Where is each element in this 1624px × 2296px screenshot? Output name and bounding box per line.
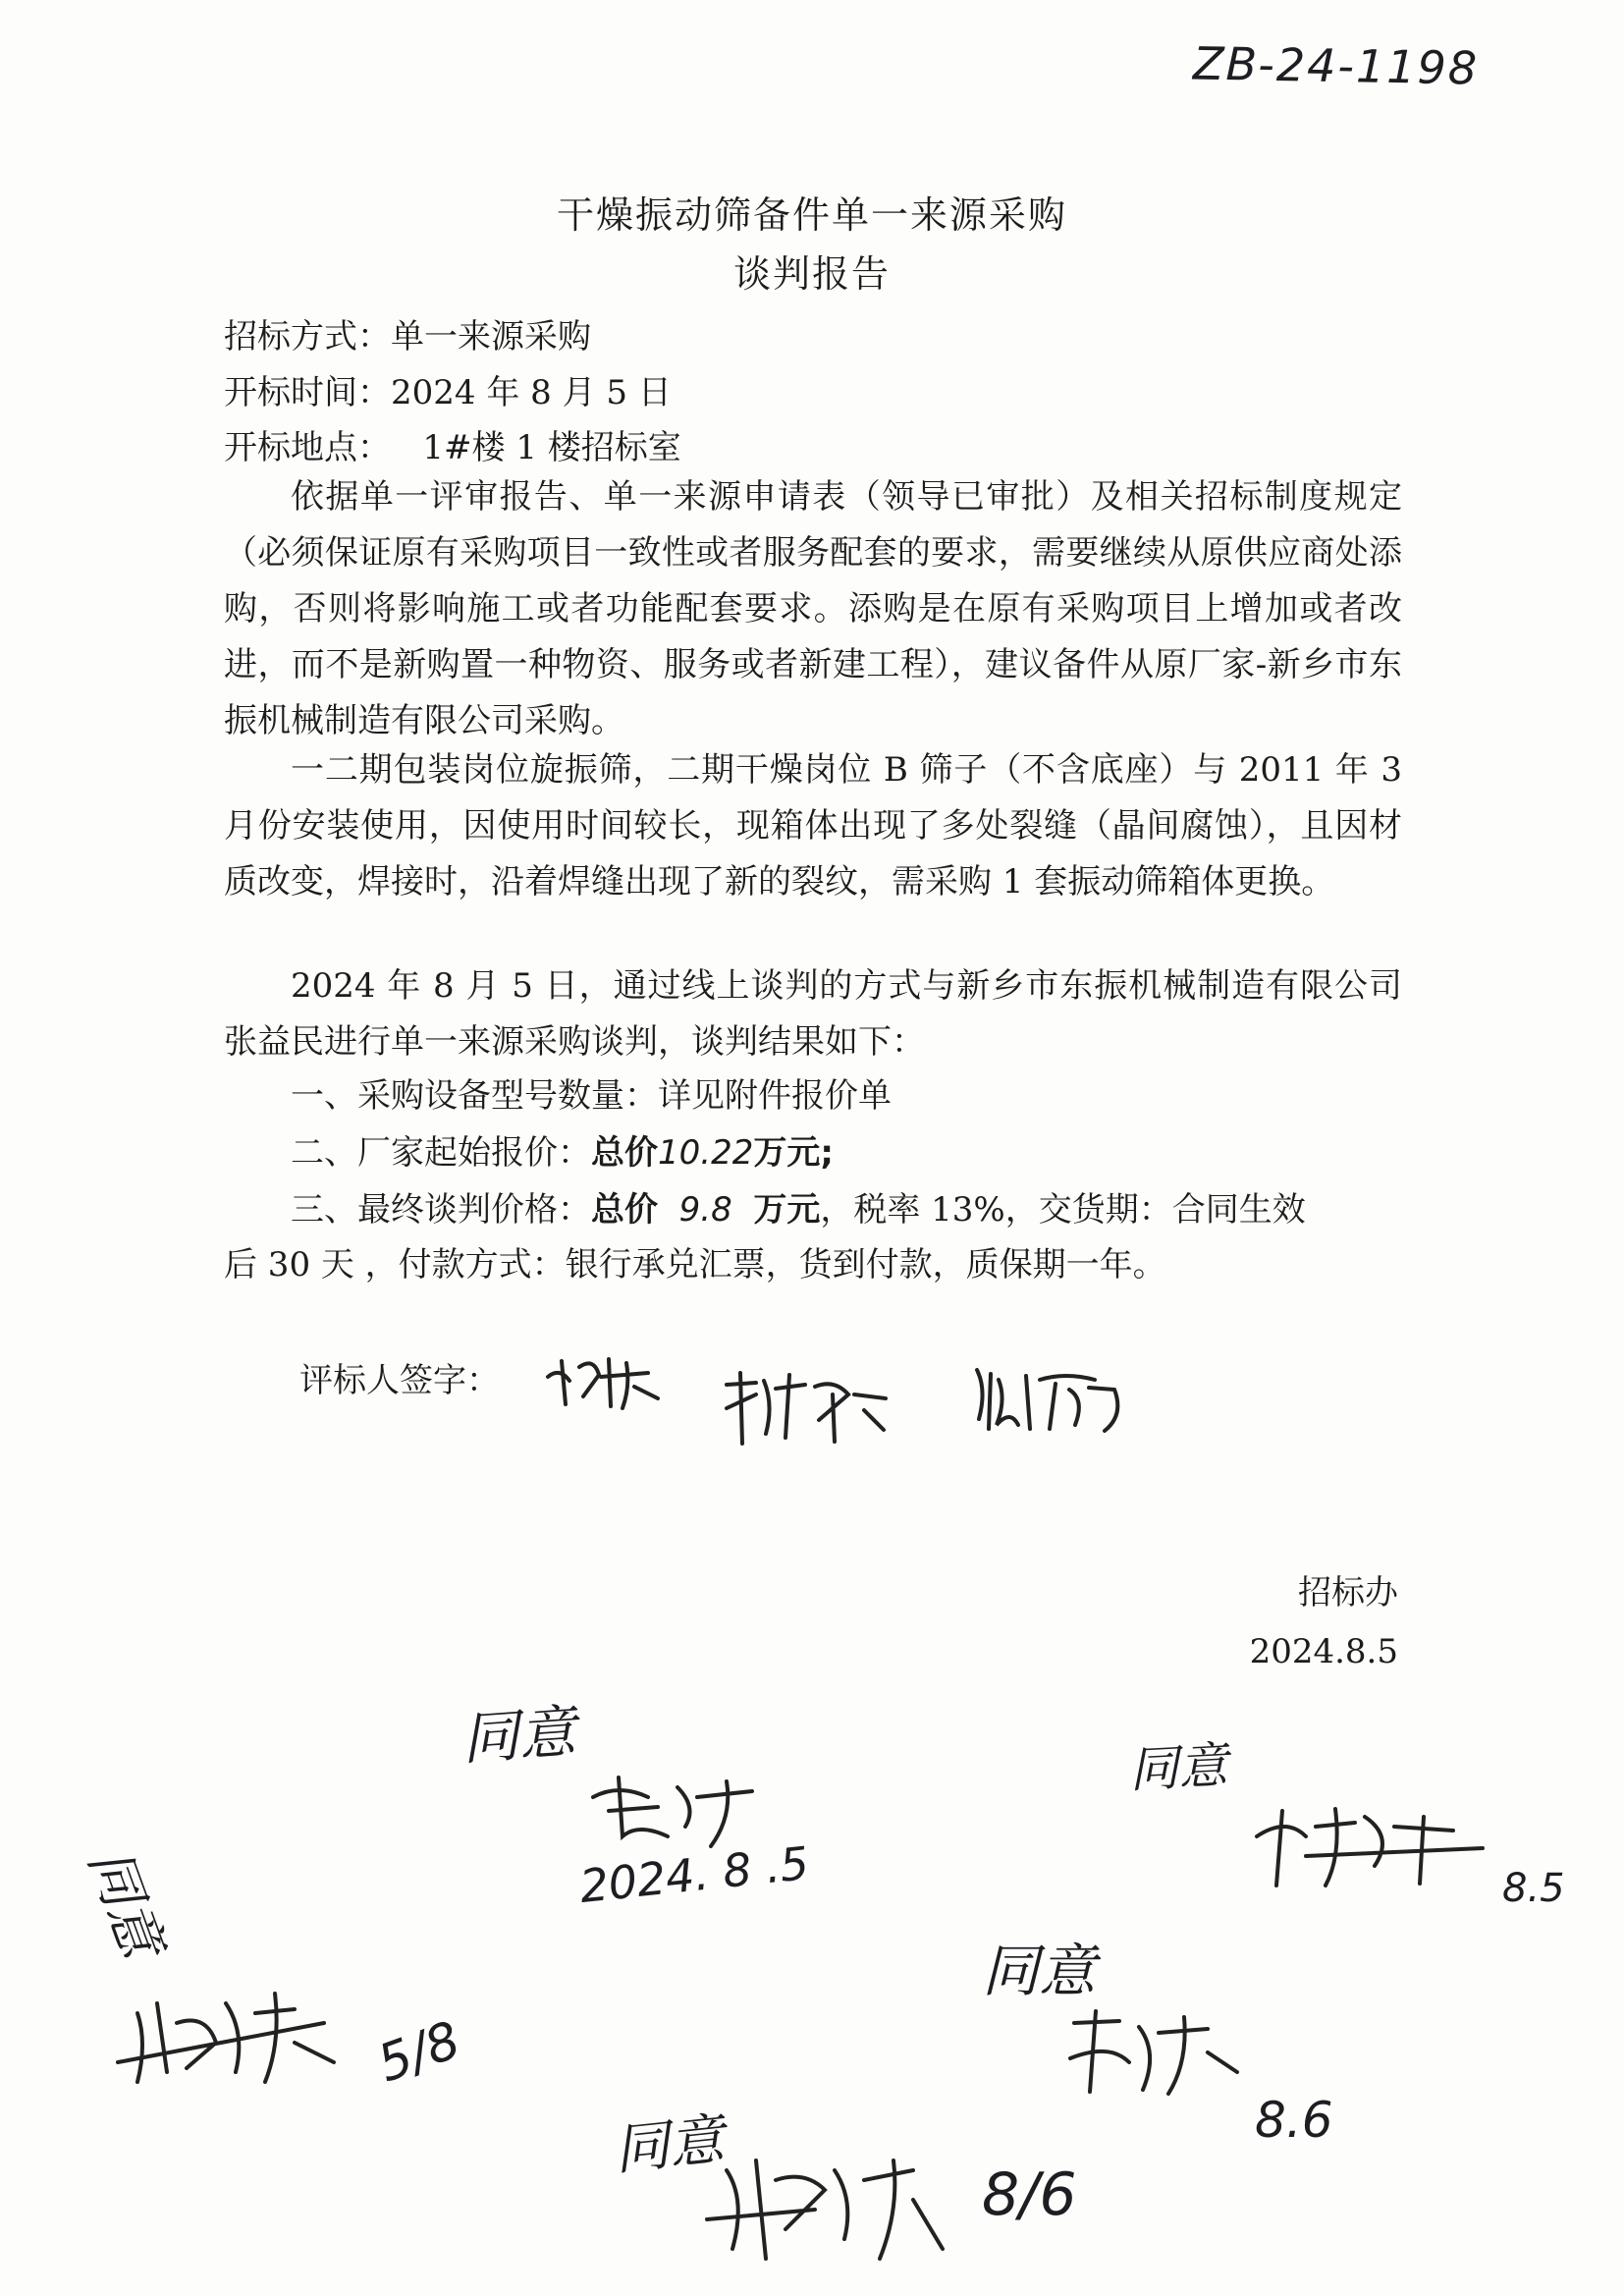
initial-price-value: 10.22 (658, 1133, 754, 1173)
approver-signature-5 (697, 2141, 952, 2269)
result-item-3-bold: 总价 (591, 1190, 658, 1230)
approval-text-3: 同意 (76, 1840, 175, 1966)
result-item-2-bold: 总价 (591, 1133, 658, 1173)
result-item-3-continued: 后 30 天 ，付款方式：银行承兑汇票，货到付款，质保期一年。 (224, 1245, 1166, 1285)
office-date: 2024.8.5 (1249, 1632, 1398, 1671)
result-item-3 (291, 1182, 1306, 1230)
paragraph-background: 一二期包装岗位旋振筛，二期干燥岗位 B 筛子（不含底座）与 2011 年 3 月份安装使用，因使用时间较长，现箱体出现了多处裂缝（晶间腐蚀），且因材质改变，焊接时，沿着焊缝出现了新的裂纹，需采购 1 套振动筛箱体更换。 (224, 750, 1402, 902)
field-method: 招标方式：单一来源采购 (224, 317, 591, 356)
approval-date-4: 8.6 (1255, 2092, 1333, 2149)
paragraph-basis: 依据单一评审报告、单一来源申请表（领导已审批）及相关招标制度规定（必须保证原有采购项目一致性或者服务配套的要求，需要继续从原供应商处添购，否则将影响施工或者功能配套要求。添购是在原有采购项目上增加或者改进，而不是新购置一种物资、服务或者新建工程），建议备件从原厂家-新乡市东振机械制造有限公司采购。 (224, 477, 1402, 740)
evaluator-signature-1 (540, 1347, 668, 1416)
approval-text-5: 同意 (611, 2107, 728, 2183)
office-name: 招标办 (1298, 1573, 1398, 1613)
approval-text-4: 同意 (982, 1938, 1097, 2004)
result-item-3-label: 三、最终谈判价格： (291, 1190, 591, 1230)
approval-date-2: 8.5 (1502, 1866, 1565, 1911)
document-subtitle: 谈判报告 (732, 252, 891, 296)
final-price-value: 9.8 (678, 1190, 732, 1230)
approval-date-3: 5/8 (370, 2010, 468, 2095)
signature-label: 评标人签字： (299, 1361, 500, 1400)
approval-text-2: 同意 (1127, 1736, 1229, 1799)
field-open-place: 开标地点： 1#楼 1 楼招标室 (224, 428, 681, 467)
paragraph-negotiation: 2024 年 8 月 5 日，通过线上谈判的方式与新乡市东振机械制造有限公司张益民进行单一来源采购谈判，谈判结果如下： (224, 966, 1402, 1062)
evaluator-signature-3 (967, 1360, 1134, 1439)
result-item-3-rest: ，税率 13%，交货期：合同生效 (820, 1190, 1306, 1230)
result-item-2 (291, 1125, 834, 1174)
approver-signature-2 (1247, 1797, 1492, 1895)
issuing-office (1250, 1563, 1398, 1681)
approval-date-5: 8/6 (982, 2160, 1077, 2229)
result-item-2-unit: 万元; (753, 1133, 834, 1173)
document-title: 干燥振动筛备件单一来源采购 (556, 193, 1067, 237)
approver-signature-3 (108, 1974, 344, 2102)
result-item-1: 一、采购设备型号数量：详见附件报价单 (291, 1076, 892, 1116)
evaluator-signature-2 (717, 1365, 893, 1449)
result-item-3-unit: 万元 (753, 1190, 821, 1230)
field-open-time: 开标时间：2024 年 8 月 5 日 (224, 373, 672, 412)
approval-text-1: 同意 (460, 1698, 578, 1773)
result-item-2-label: 二、厂家起始报价： (291, 1133, 591, 1173)
approval-date-1: 2024. 8 .5 (576, 1835, 812, 1914)
approver-signature-4 (1060, 2003, 1247, 2102)
document-number: ZB-24-1198 (1192, 36, 1480, 95)
